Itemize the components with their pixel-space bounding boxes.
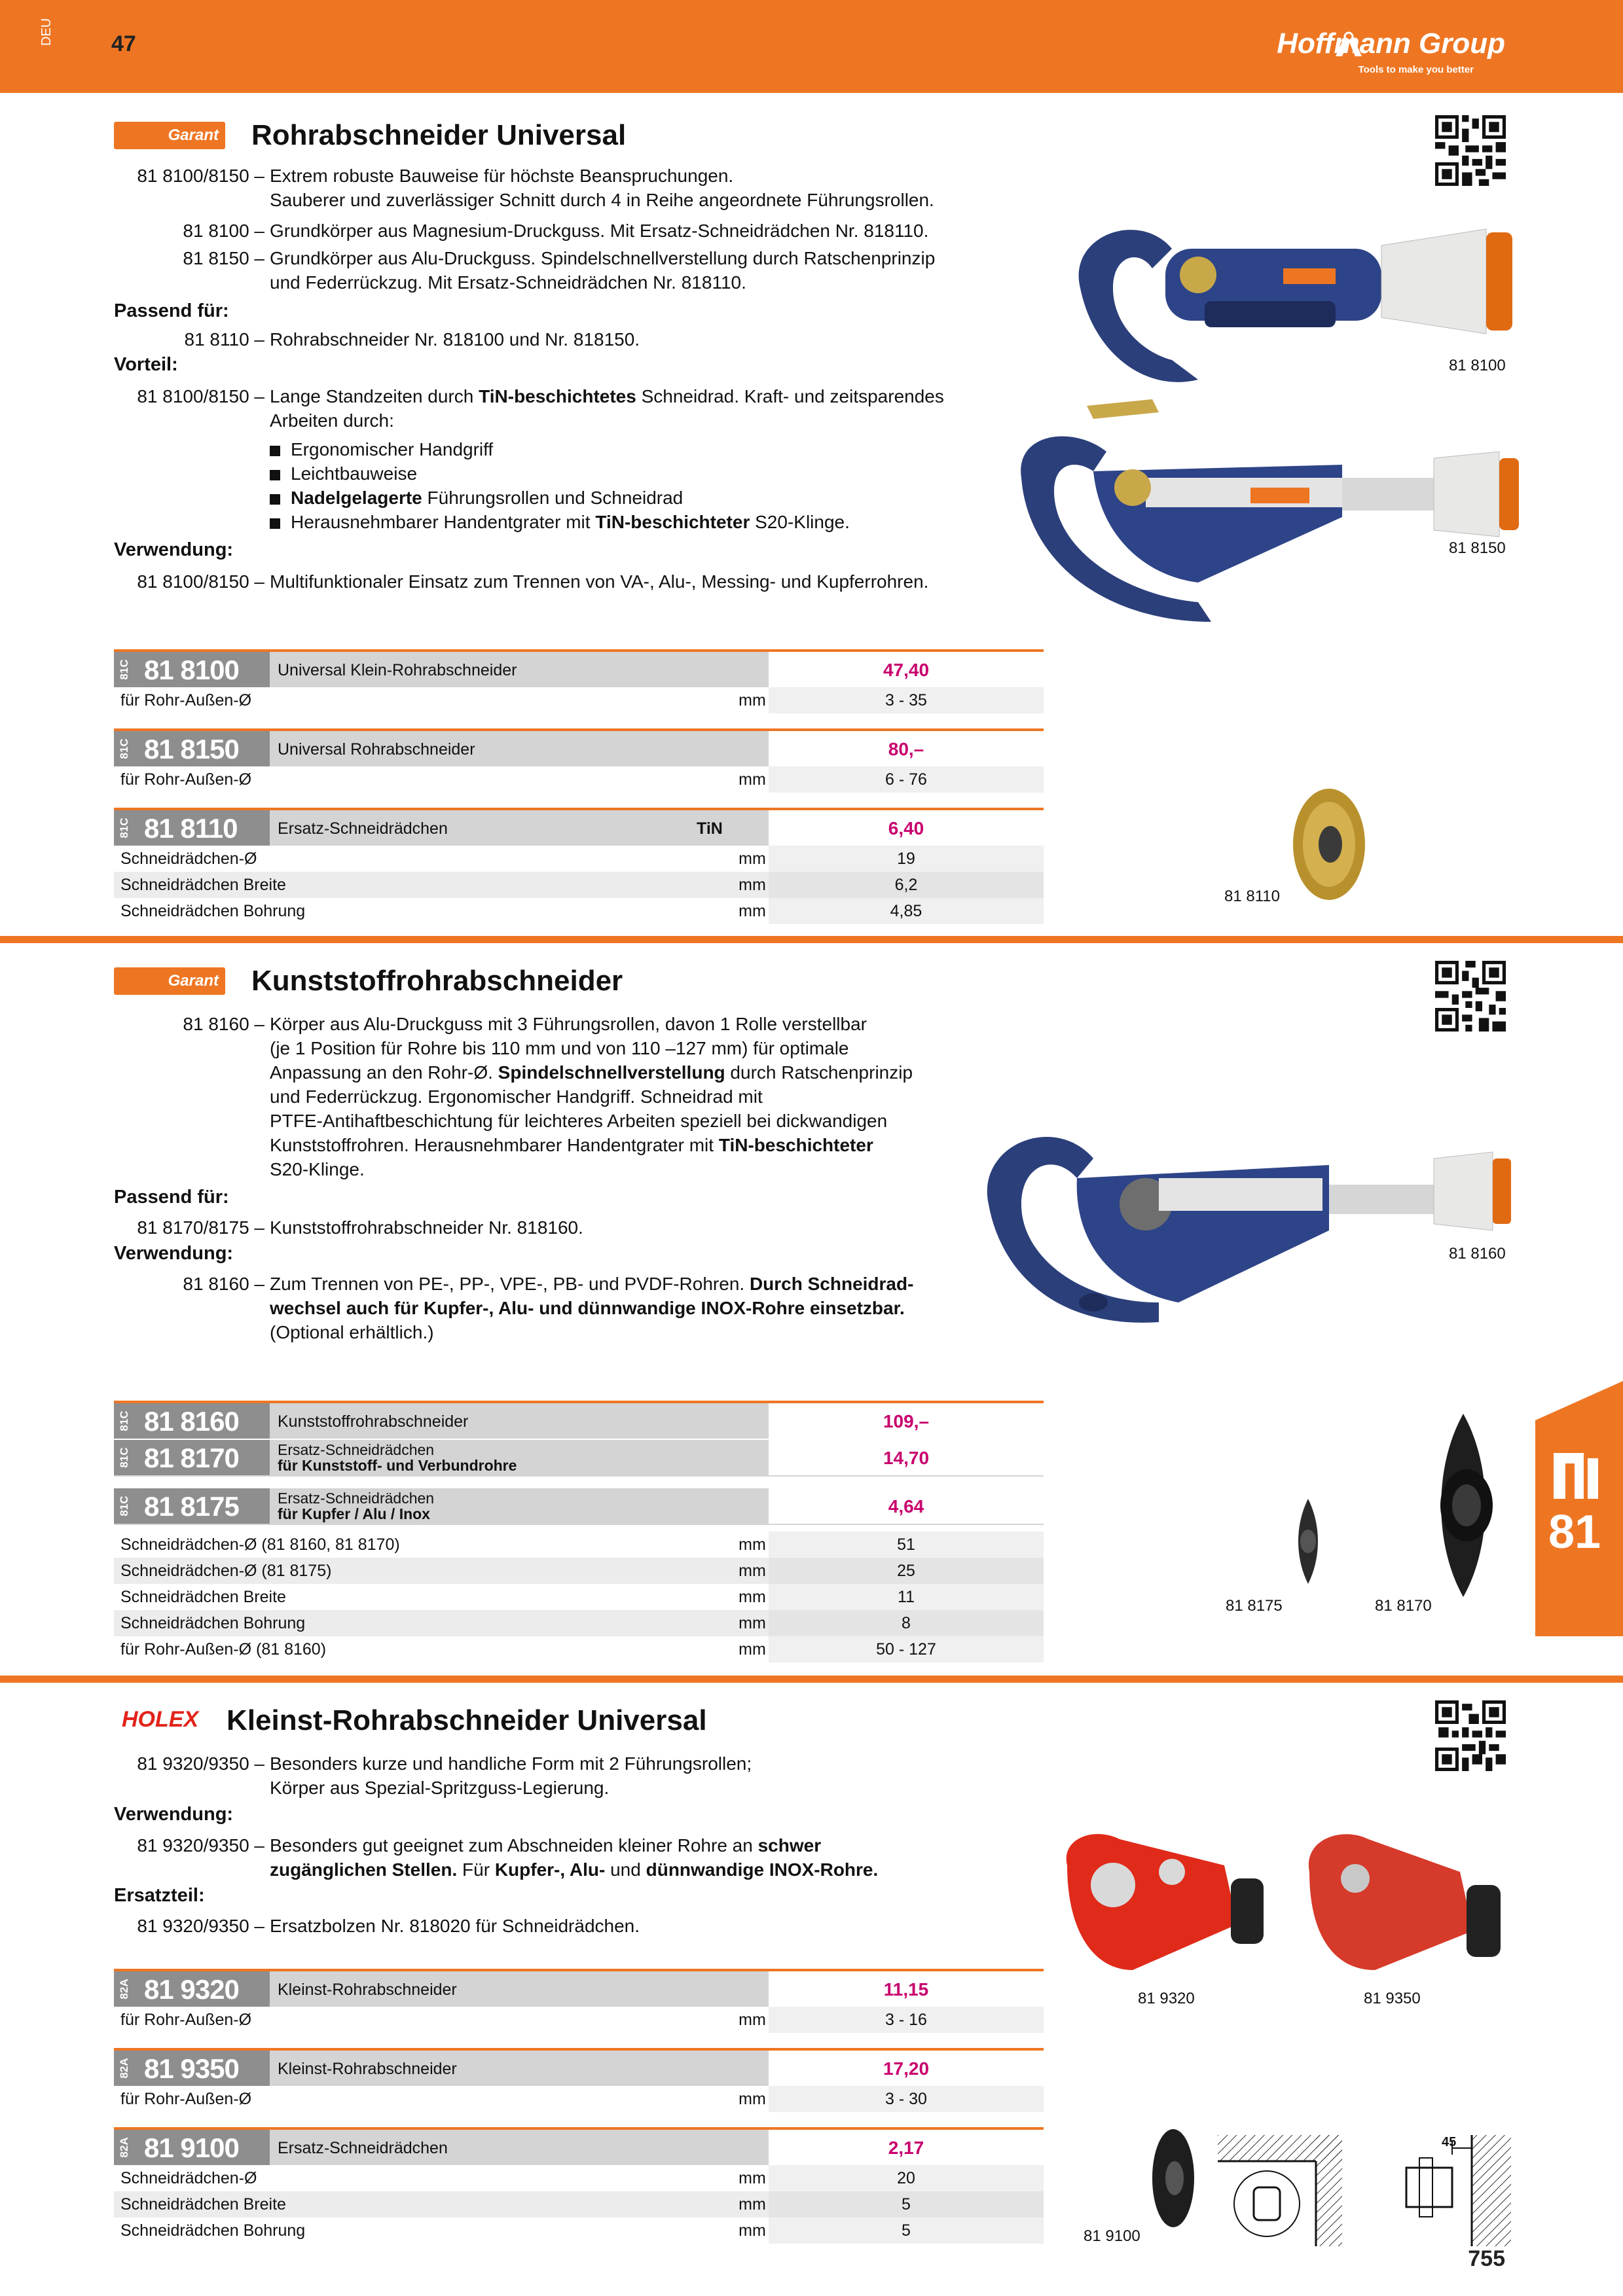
article-number: 81 8175 <box>144 1491 239 1522</box>
desc-text: Körper aus Alu-Druckguss mit 3 Führungsrollen, davon 1 Rolle verstellbar <box>270 1014 867 1034</box>
desc-text: wechsel auch für Kupfer-, Alu- und dünnwandige INOX-Rohre einsetzbar. <box>270 1298 905 1318</box>
article-description: Ersatz-Schneidrädchen für Kunststoff- und Verbundrohre <box>278 1441 517 1474</box>
article-price: 11,15 <box>883 1979 929 2000</box>
spec-row: für Rohr-Außen-Ø mm 3 - 30 <box>114 2086 1044 2112</box>
article-description: Ersatz-Schneidrädchen <box>278 2139 448 2157</box>
cutting-wheel-818170-image <box>1421 1414 1506 1597</box>
desc-code: 81 8100 – <box>183 221 264 241</box>
article-row-818150[interactable]: 81C 81 8150 Universal Rohrabschneider 80,– <box>114 728 1044 766</box>
desc-code: 81 9320/9350 – <box>137 1916 264 1936</box>
language-code: DEU <box>39 18 54 46</box>
article-number: 81 9100 <box>144 2132 239 2163</box>
spec-row: Schneidrädchen-Ø mm 20 <box>114 2165 1044 2191</box>
desc-code: 81 9320/9350 – <box>137 1835 264 1856</box>
spec-row: Schneidrädchen-Ø (81 8160, 81 8170) mm 51 <box>114 1532 1044 1558</box>
article-description: Universal Klein-Rohrabschneider <box>278 661 517 679</box>
desc-text: Zum Trennen von PE-, PP-, VPE-, PB- und PVDF-Rohren. Durch Schneidrad- <box>270 1274 914 1294</box>
desc-code: 81 8160 – <box>183 1274 264 1294</box>
desc-text: und Federrückzug. Ergonomischer Handgriff. Schneidrad mit <box>270 1086 763 1107</box>
article-price: 4,64 <box>888 1496 924 1516</box>
footer-page-number: 755 <box>1468 2246 1505 2271</box>
desc-text: Extrem robuste Bauweise für höchste Beanspruchungen. <box>270 166 734 186</box>
spec-row: Schneidrädchen-Ø mm 19 <box>114 846 1044 872</box>
desc-text: Lange Standzeiten durch TiN-beschichtetes Schneidrad. Kraft- und zeitsparendes <box>270 386 944 406</box>
verwendung-label: Verwendung: <box>114 1243 234 1264</box>
pipe-cutter-818100-image <box>1041 209 1519 425</box>
article-description: Ersatz-Schneidrädchen <box>278 819 448 838</box>
desc-code: 81 8160 – <box>183 1014 264 1034</box>
article-price: 14,70 <box>883 1448 930 1468</box>
desc-text: (Optional erhältlich.) <box>270 1322 434 1342</box>
figure-label: 81 9350 <box>1364 1990 1421 2007</box>
chapter-number: 81 <box>1548 1506 1601 1558</box>
desc-code: 81 9320/9350 – <box>137 1753 264 1774</box>
article-number: 81 8100 <box>144 655 239 685</box>
desc-text: (je 1 Position für Rohre bis 110 mm und von 110 –127 mm) für optimale <box>270 1038 849 1058</box>
bullet-item: Ergonomischer Handgriff <box>270 437 493 461</box>
holex-logo: HOLEX <box>122 1707 199 1732</box>
article-number: 81 9320 <box>144 1974 239 2005</box>
qr-code-icon <box>1435 1700 1506 1771</box>
article-price: 109,– <box>883 1411 930 1431</box>
desc-text: Kunststoffrohrabschneider Nr. 818160. <box>270 1217 583 1238</box>
section-title: Kunststoffrohrabschneider <box>251 965 623 997</box>
article-description: Ersatz-Schneidrädchen für Kupfer / Alu / Inox <box>278 1490 435 1522</box>
spec-row: Schneidrädchen Breite mm 6,2 <box>114 872 1044 898</box>
desc-text: S20-Klinge. <box>270 1159 365 1179</box>
desc-text: Grundkörper aus Magnesium-Druckguss. Mit Ersatz-Schneidrädchen Nr. 818110. <box>270 221 929 241</box>
article-price: 2,17 <box>888 2138 924 2158</box>
plastic-pipe-cutter-818160-image <box>962 1119 1519 1335</box>
article-row-818110[interactable]: 81C 81 8110 Ersatz-Schneidrädchen TiN 6,40 <box>114 808 1044 846</box>
coating-label: TiN <box>697 819 723 838</box>
desc-code: 81 8170/8175 – <box>137 1217 264 1238</box>
spec-row: Schneidrädchen Breite mm 11 <box>114 1584 1044 1610</box>
article-number: 81 8150 <box>144 734 239 764</box>
desc-text: zugänglichen Stellen. Für Kupfer-, Alu- und dünnwandige INOX-Rohre. <box>270 1859 879 1880</box>
section-title: Kleinst-Rohrabschneider Universal <box>227 1704 707 1736</box>
article-row-819350[interactable]: 82A 81 9350 Kleinst-Rohrabschneider 17,20 <box>114 2048 1044 2086</box>
desc-text: Grundkörper aus Alu-Druckguss. Spindelschnellverstellung durch Ratschenprinzip <box>270 248 936 268</box>
article-price: 80,– <box>888 739 924 759</box>
desc-code: 81 8100/8150 – <box>137 571 264 592</box>
desc-text: Sauberer und zuverlässiger Schnitt durch 4 in Reihe angeordnete Führungsrollen. <box>270 190 934 210</box>
desc-text: und Federrückzug. Mit Ersatz-Schneidrädchen Nr. 818110. <box>270 272 746 293</box>
verwendung-label: Verwendung: <box>114 539 234 560</box>
section-title: Rohrabschneider Universal <box>251 119 627 151</box>
cutting-wheel-818110-image <box>1283 785 1375 903</box>
article-row-818160[interactable]: 81C 81 8160 Kunststoffrohrabschneider 109,– <box>114 1401 1044 1439</box>
article-description: Kunststoffrohrabschneider <box>278 1412 469 1431</box>
mini-pipe-cutter-819350-image <box>1296 1826 1512 1983</box>
page-number: 47 <box>111 31 136 56</box>
article-price: 17,20 <box>883 2058 930 2079</box>
passend-label: Passend für: <box>114 1187 229 1208</box>
figure-label: 81 9100 <box>1084 2227 1140 2245</box>
desc-text: Anpassung an den Rohr-Ø. Spindelschnellverstellung durch Ratschenprinzip <box>270 1062 913 1083</box>
figure-label: 81 8100 <box>1449 357 1506 374</box>
garant-logo: Garant <box>114 967 225 995</box>
brand-name: Hoffmann Group <box>1277 27 1505 60</box>
article-number: 81 8160 <box>144 1406 239 1437</box>
desc-text: Arbeiten durch: <box>270 410 394 431</box>
figure-label: 81 8170 <box>1375 1597 1432 1615</box>
article-number: 81 9350 <box>144 2053 239 2084</box>
desc-code: 81 8150 – <box>183 248 264 268</box>
figure-label: 81 9320 <box>1138 1990 1195 2007</box>
garant-logo: Garant <box>114 122 225 149</box>
article-row-818170[interactable]: 81C 81 8170 Ersatz-Schneidrädchen für Kunststoff- und Verbundrohre 14,70 <box>114 1439 1044 1477</box>
article-number: 81 8170 <box>144 1443 239 1473</box>
article-price: 6,40 <box>888 818 924 838</box>
article-row-819320[interactable]: 82A 81 9320 Kleinst-Rohrabschneider 11,15 <box>114 1969 1044 2007</box>
bullet-item: Herausnehmbarer Handentgrater mit TiN-beschichteter S20-Klinge. <box>270 510 850 534</box>
desc-code: 81 8100/8150 – <box>137 386 264 406</box>
article-row-818100[interactable]: 81C 81 8100 Universal Klein-Rohrabschneider 47,40 <box>114 649 1044 687</box>
section-divider <box>0 936 1623 943</box>
usage-diagram-icon <box>1218 2135 1342 2246</box>
spec-row: Schneidrädchen Bohrung mm 4,85 <box>114 898 1044 924</box>
bullet-item: Leichtbauweise <box>270 461 417 486</box>
figure-label: 81 8150 <box>1449 539 1506 557</box>
desc-text: Körper aus Spezial-Spritzguss-Legierung. <box>270 1778 610 1798</box>
article-number: 81 8110 <box>144 813 238 844</box>
figure-label: 81 8110 <box>1224 888 1280 905</box>
qr-code-icon <box>1435 115 1506 186</box>
brand-tagline: Tools to make you better <box>1358 64 1474 75</box>
figure-label: 81 8175 <box>1226 1597 1283 1615</box>
spec-row: für Rohr-Außen-Ø mm 3 - 16 <box>114 2007 1044 2033</box>
spec-row: Schneidrädchen Bohrung mm 8 <box>114 1610 1044 1636</box>
bullet-item: Nadelgelagerte Führungsrollen und Schneidrad <box>270 486 683 510</box>
article-price: 47,40 <box>883 660 930 680</box>
desc-text: Rohrabschneider Nr. 818100 und Nr. 818150. <box>270 329 640 350</box>
vorteil-label: Vorteil: <box>114 354 178 375</box>
cutting-wheel-819100-image <box>1147 2126 1199 2231</box>
pipe-cutter-818150-image <box>1002 425 1525 641</box>
article-row-818175[interactable]: 81C 81 8175 Ersatz-Schneidrädchen für Kupfer / Alu / Inox 4,64 <box>114 1487 1044 1525</box>
desc-text: Kunststoffrohren. Herausnehmbarer Handentgrater mit TiN-beschichteter <box>270 1135 873 1155</box>
desc-text: PTFE-Antihaftbeschichtung für leichteres Arbeiten speziell bei dickwandigen <box>270 1111 888 1131</box>
desc-text: Besonders kurze und handliche Form mit 2 Führungsrollen; <box>270 1753 752 1774</box>
spec-row: Schneidrädchen Bohrung mm 5 <box>114 2217 1044 2244</box>
spec-row: für Rohr-Außen-Ø mm 6 - 76 <box>114 766 1044 793</box>
dimension-value: 45 <box>1442 2135 1457 2149</box>
section-divider <box>0 1676 1623 1683</box>
dimension-diagram-icon <box>1393 2135 1511 2246</box>
article-description: Universal Rohrabschneider <box>278 740 475 759</box>
desc-code: 81 8100/8150 – <box>137 166 264 186</box>
figure-label: 81 8160 <box>1449 1245 1506 1263</box>
article-description: Kleinst-Rohrabschneider <box>278 2060 457 2078</box>
ersatzteil-label: Ersatzteil: <box>114 1885 205 1906</box>
mini-pipe-cutter-819320-image <box>1054 1826 1277 1983</box>
cutting-wheel-818175-image <box>1288 1499 1328 1584</box>
verwendung-label: Verwendung: <box>114 1804 234 1825</box>
qr-code-icon <box>1435 961 1506 1031</box>
spec-row: für Rohr-Außen-Ø mm 3 - 35 <box>114 687 1044 713</box>
desc-text: Besonders gut geeignet zum Abschneiden kleiner Rohre an schwer <box>270 1835 822 1856</box>
desc-text: Ersatzbolzen Nr. 818020 für Schneidrädchen. <box>270 1916 640 1936</box>
desc-text: Multifunktionaler Einsatz zum Trennen von VA-, Alu-, Messing- und Kupferrohren. <box>270 571 929 592</box>
article-description: Kleinst-Rohrabschneider <box>278 1981 457 1999</box>
spec-row: Schneidrädchen Breite mm 5 <box>114 2191 1044 2217</box>
passend-label: Passend für: <box>114 300 229 321</box>
spec-row: für Rohr-Außen-Ø (81 8160) mm 50 - 127 <box>114 1636 1044 1662</box>
spec-row: Schneidrädchen-Ø (81 8175) mm 25 <box>114 1558 1044 1584</box>
article-row-819100[interactable]: 82A 81 9100 Ersatz-Schneidrädchen 2,17 <box>114 2127 1044 2165</box>
desc-code: 81 8110 – <box>184 329 264 350</box>
